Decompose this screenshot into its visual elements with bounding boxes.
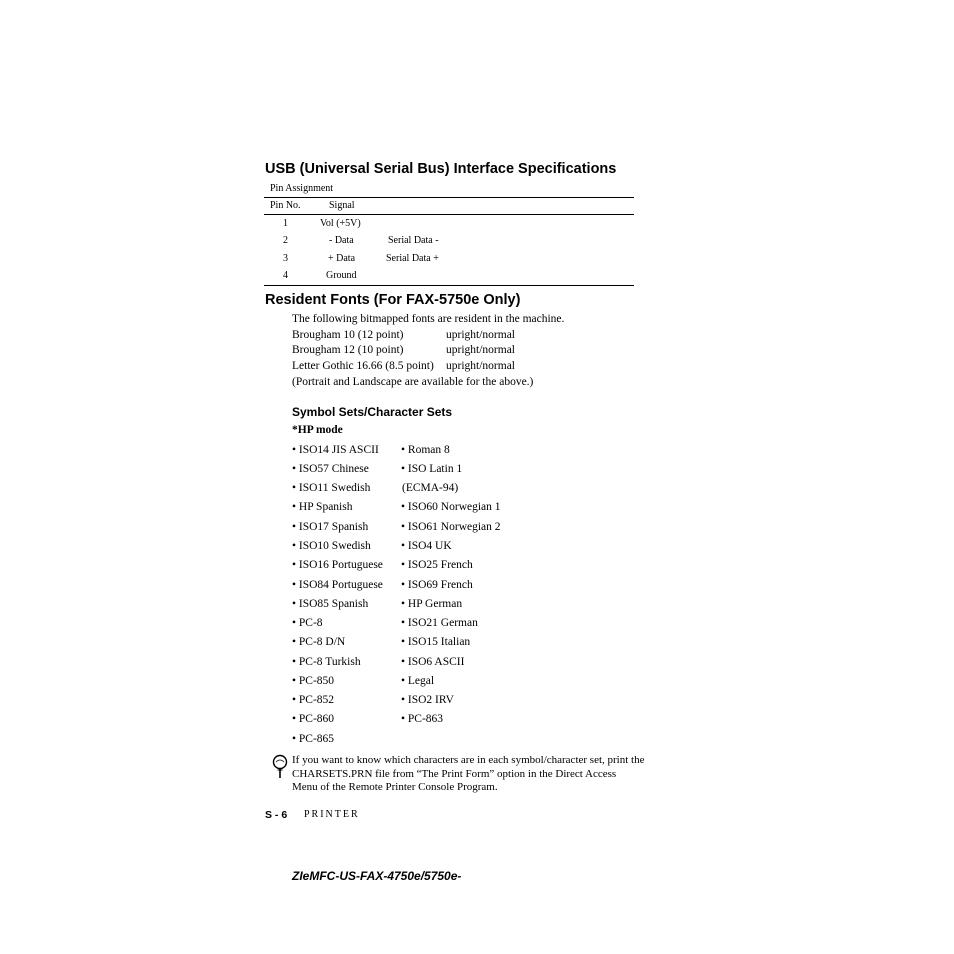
pin-signal: Vol (+5V) (320, 218, 361, 229)
page-number: S - 6 (265, 809, 288, 821)
symbol-set-item: • PC-863 (401, 713, 444, 725)
document-id: ZIeMFC-US-FAX-4750e/5750e- (292, 869, 462, 883)
pin-signal: Ground (326, 270, 357, 281)
symbol-set-item: • ISO17 Spanish (292, 521, 369, 533)
table-top-rule (264, 197, 634, 198)
font-name: Brougham 12 (10 point) (292, 344, 404, 356)
table-header-rule (264, 214, 634, 215)
symbol-set-item: • ISO84 Portuguese (292, 579, 383, 591)
pin-number: 4 (283, 270, 288, 281)
symbol-set-item: • ISO16 Portuguese (292, 559, 383, 571)
usb-heading: USB (Universal Serial Bus) Interface Specifications (265, 161, 617, 177)
tip-line: CHARSETS.PRN file from “The Print Form” option in the Direct Access (292, 768, 617, 780)
symbol-set-item: • PC-865 (292, 733, 335, 745)
font-style: upright/normal (446, 344, 515, 356)
fonts-note: (Portrait and Landscape are available for the above.) (292, 376, 534, 388)
symbol-set-item: • ISO2 IRV (401, 694, 454, 706)
font-name: Brougham 10 (12 point) (292, 329, 404, 341)
symbol-set-item: • ISO4 UK (401, 540, 452, 552)
symbol-set-item: • ISO25 French (401, 559, 473, 571)
symbol-set-item: • PC-850 (292, 675, 335, 687)
pin-number: 2 (283, 235, 288, 246)
symbol-set-item: • Legal (401, 675, 435, 687)
symbol-set-item: • PC-852 (292, 694, 335, 706)
fonts-intro: The following bitmapped fonts are resident in the machine. (292, 313, 565, 325)
symbol-set-item: • Roman 8 (401, 444, 450, 456)
pin-number: 1 (283, 218, 288, 229)
symbol-set-item: • PC-8 (292, 617, 323, 629)
tip-line: If you want to know which characters are in each symbol/character set, print the (292, 754, 645, 766)
symbol-set-item: • ISO14 JIS ASCII (292, 444, 379, 456)
section-label: PRINTER (304, 809, 360, 820)
symbol-set-item: (ECMA-94) (402, 482, 459, 494)
symbol-set-item: • HP German (401, 598, 463, 610)
lightbulb-icon (270, 754, 290, 780)
symbol-set-item: • ISO69 French (401, 579, 473, 591)
symbol-set-item: • ISO85 Spanish (292, 598, 369, 610)
column-header-signal: Signal (329, 200, 355, 211)
symbol-set-item: • PC-860 (292, 713, 335, 725)
pin-number: 3 (283, 253, 288, 264)
symbol-set-item: • ISO11 Swedish (292, 482, 371, 494)
column-header-pin: Pin No. (270, 200, 301, 211)
symbol-set-item: • ISO21 German (401, 617, 478, 629)
font-name: Letter Gothic 16.66 (8.5 point) (292, 360, 434, 372)
symbol-set-item: • ISO61 Norwegian 2 (401, 521, 501, 533)
symbol-set-item: • PC-8 D/N (292, 636, 346, 648)
symbol-set-item: • PC-8 Turkish (292, 656, 361, 668)
symbol-set-item: • ISO6 ASCII (401, 656, 465, 668)
table-caption: Pin Assignment (270, 183, 334, 194)
symbol-set-item: • HP Spanish (292, 501, 353, 513)
symbol-set-item: • ISO57 Chinese (292, 463, 369, 475)
tip-line: Menu of the Remote Printer Console Program. (292, 781, 498, 793)
symbol-set-item: • ISO Latin 1 (401, 463, 463, 475)
pin-description: Serial Data - (388, 235, 439, 246)
hp-mode-label: *HP mode (292, 424, 343, 436)
table-bottom-rule (264, 285, 634, 286)
font-style: upright/normal (446, 360, 515, 372)
fonts-heading: Resident Fonts (For FAX-5750e Only) (265, 292, 521, 308)
symbol-set-item: • ISO60 Norwegian 1 (401, 501, 501, 513)
symbol-set-item: • ISO10 Swedish (292, 540, 371, 552)
pin-description: Serial Data + (386, 253, 439, 264)
font-style: upright/normal (446, 329, 515, 341)
pin-signal: - Data (329, 235, 354, 246)
symbol-set-item: • ISO15 Italian (401, 636, 471, 648)
pin-signal: + Data (328, 253, 356, 264)
symbol-sets-heading: Symbol Sets/Character Sets (292, 405, 453, 419)
